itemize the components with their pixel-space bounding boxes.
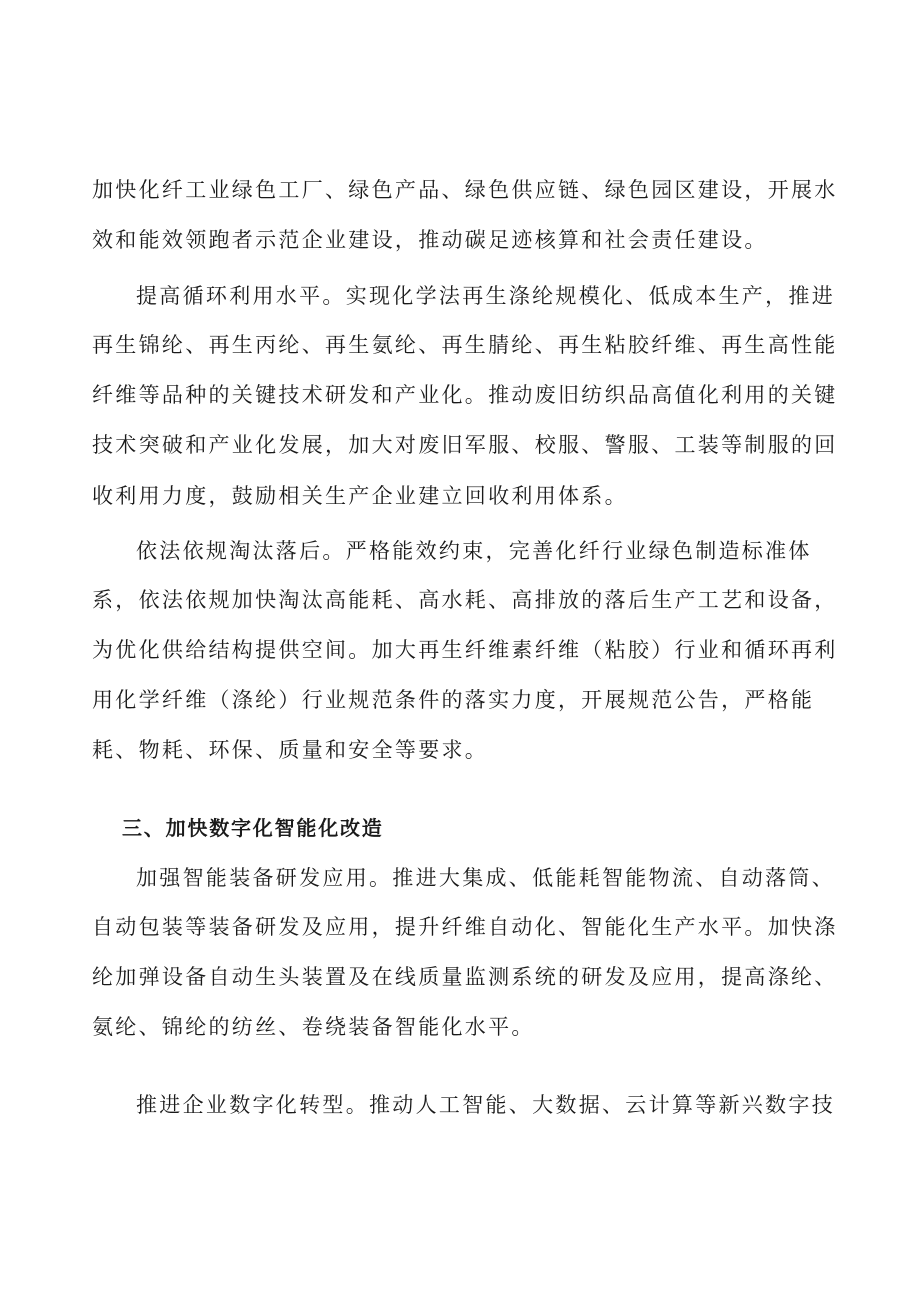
paragraph-line: 纶加弹设备自动生头装置及在线质量监测系统的研发及应用，提高涤纶、 [92,965,838,989]
paragraph-line: 推进企业数字化转型。推动人工智能、大数据、云计算等新兴数字技 [136,1093,835,1117]
paragraph-line: 再生锦纶、再生丙纶、再生氨纶、再生腈纶、再生粘胶纤维、再生高性能 [92,333,838,357]
paragraph-line: 依法依规淘汰落后。严格能效约束，完善化纤行业绿色制造标准体 [136,539,812,563]
paragraph-line: 提高循环利用水平。实现化学法再生涤纶规模化、低成本生产，推进 [136,284,835,308]
paragraph-line: 加快化纤工业绿色工厂、绿色产品、绿色供应链、绿色园区建设，开展水 [92,178,838,202]
paragraph-line: 效和能效领跑者示范企业建设，推动碳足迹核算和社会责任建设。 [92,228,768,252]
paragraph-line: 系，依法依规加快淘汰高能耗、高水耗、高排放的落后生产工艺和设备， [92,588,838,612]
paragraph-line: 用化学纤维（涤纶）行业规范条件的落实力度，开展规范公告，严格能 [92,688,815,712]
paragraph-line: 技术突破和产业化发展，加大对废旧军服、校服、警服、工装等制服的回 [92,433,838,457]
paragraph-line: 耗、物耗、环保、质量和安全等要求。 [92,738,489,762]
paragraph-line: 自动包装等装备研发及应用，提升纤维自动化、智能化生产水平。加快涤 [92,915,838,939]
paragraph-line: 纤维等品种的关键技术研发和产业化。推动废旧纺织品高值化利用的关键 [92,383,838,407]
paragraph-line: 收利用力度，鼓励相关生产企业建立回收利用体系。 [92,484,628,508]
paragraph-line: 加强智能装备研发应用。推进大集成、低能耗智能物流、自动落筒、 [136,866,835,890]
paragraph-line: 为优化供给结构提供空间。加大再生纤维素纤维（粘胶）行业和循环再利 [92,638,838,662]
section-heading: 三、加快数字化智能化改造 [122,816,384,840]
paragraph-line: 氨纶、锦纶的纺丝、卷绕装备智能化水平。 [92,1015,535,1039]
